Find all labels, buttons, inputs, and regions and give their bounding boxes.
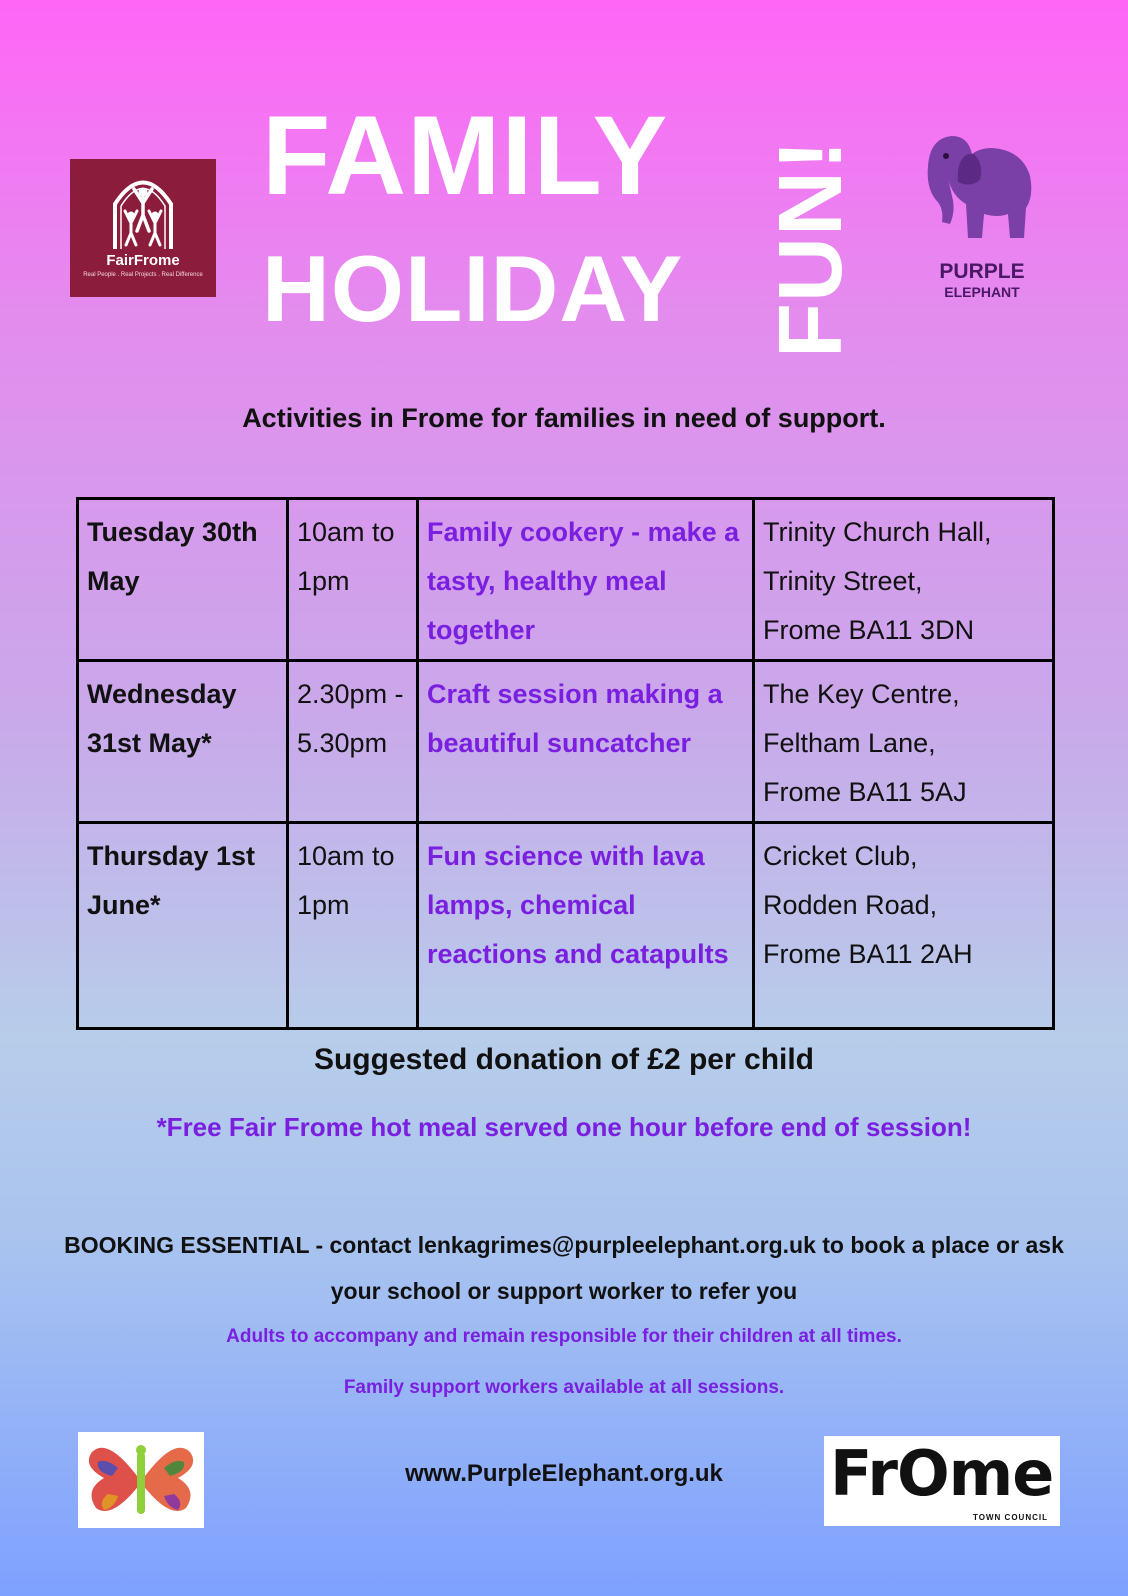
time-cell: 10am to 1pm [288,499,418,661]
location-line: Rodden Road, [763,890,938,920]
subtitle: Activities in Frome for families in need of support. [242,403,886,433]
frome-council-subtitle: TOWN COUNCIL [973,1513,1048,1522]
location-cell [754,499,1054,661]
location-line: Feltham Lane, [763,728,936,758]
purple-elephant-name-line1: PURPLE [939,260,1025,283]
fair-frome-tagline: Real People . Real Projects . Real Difference [83,272,203,278]
frome-council-name: FrOme [830,1437,1054,1510]
table-row [78,661,1054,823]
table-row [78,823,1054,1029]
purple-elephant-logo [922,126,1042,306]
time-cell: 2.30pm - 5.30pm [288,661,418,823]
location-line: Trinity Church Hall, [763,517,992,547]
location-line: Frome BA11 2AH [763,939,973,969]
adults-note: Adults to accompany and remain responsible for their children at all times. [226,1326,902,1347]
purple-elephant-name-line2: ELEPHANT [944,284,1020,300]
activity-cell: Craft session making a beautiful suncatcher [418,661,754,823]
location-cell [754,661,1054,823]
fair-frome-logo [70,159,216,297]
support-workers-note: Family support workers available at all sessions. [343,1377,785,1398]
schedule-table [76,497,1055,1030]
headline-family: FAMILY [262,93,669,218]
activity-cell: Fun science with lava lamps, chemical reactions and catapults [418,823,754,1029]
fair-frome-arch-icon [70,159,216,251]
fair-frome-name: FairFrome [106,252,180,269]
location-cell [754,823,1054,1029]
time-cell: 10am to 1pm [288,823,418,1029]
location-line: Cricket Club, [763,841,918,871]
day-cell: Tuesday 30th May [78,499,288,661]
table-row [78,499,1054,661]
location-line: Frome BA11 3DN [763,615,975,645]
location-line: Trinity Street, [763,566,923,596]
location-line: Frome BA11 5AJ [763,777,967,807]
website-link[interactable]: www.PurpleElephant.org.uk [405,1460,723,1487]
headline-fun: FUN! [761,139,861,358]
frome-town-council-logo [824,1436,1060,1526]
elephant-icon [922,126,1042,260]
free-meal-note: *Free Fair Frome hot meal served one hour before end of session! [156,1112,972,1142]
booking-info: BOOKING ESSENTIAL - contact lenkagrimes@purpleelephant.org.uk to book a place or ask your school or support worker to refer you [64,1232,1064,1304]
day-cell: Wednesday 31st May* [78,661,288,823]
donation-note: Suggested donation of £2 per child [313,1043,815,1076]
headline-holiday: HOLIDAY [262,236,684,341]
location-line: The Key Centre, [763,679,960,709]
activity-cell: Family cookery - make a tasty, healthy meal together [418,499,754,661]
day-cell: Thursday 1st June* [78,823,288,1029]
